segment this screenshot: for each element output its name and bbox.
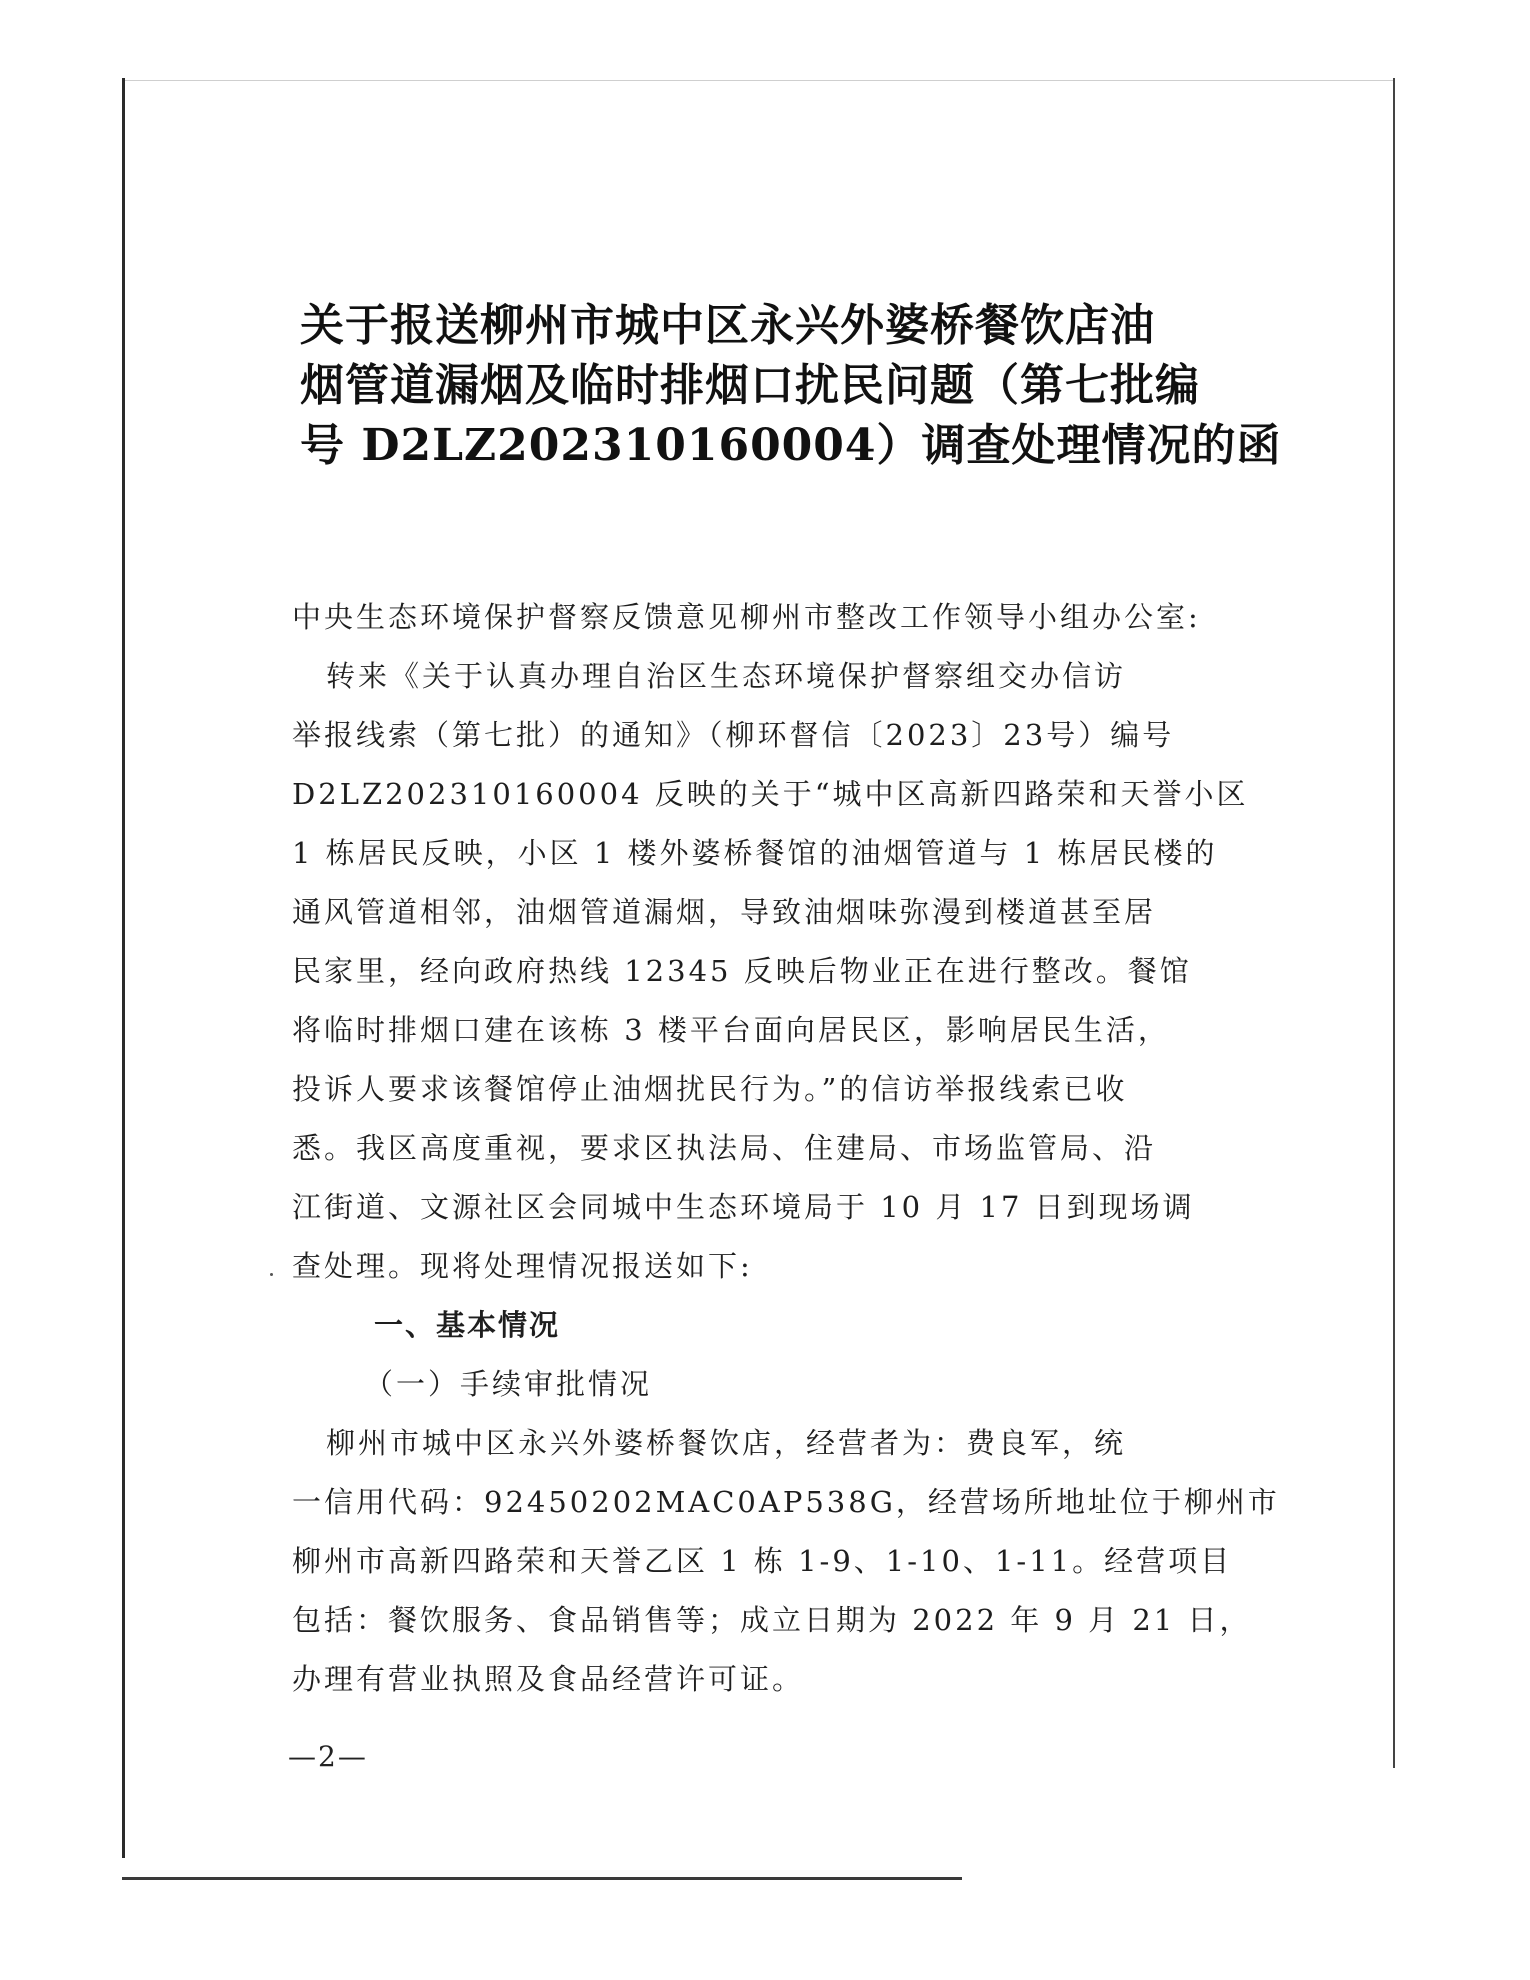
paragraph1-line-10: 江街道、文源社区会同城中生态环境局于 10 月 17 日到现场调 [292,1190,1195,1224]
paragraph1-line-7: 将临时排烟口建在该栋 3 楼平台面向居民区，影响居民生活， [292,1013,1170,1047]
paragraph1-line-11: 查处理。现将处理情况报送如下: [292,1249,753,1283]
page-edge-bottom [122,1877,962,1880]
title-line-3: 号 D2LZ202310160004）调查处理情况的函 [300,420,1282,471]
paragraph2-line-2: 一信用代码：92450202MAC0AP538G，经营场所地址位于柳州市 [292,1485,1280,1519]
paragraph2-line-1: 柳州市城中区永兴外婆桥餐饮店，经营者为：费良军，统 [326,1426,1127,1460]
section-heading-basic-info: 一、基本情况 [374,1308,561,1342]
paragraph1-line-9: 悉。我区高度重视，要求区执法局、住建局、市场监管局、沿 [292,1131,1157,1165]
page-edge-right [1393,78,1395,1768]
subsection-heading-approval: （一）手续审批情况 [364,1367,653,1401]
paragraph2-line-5: 办理有营业执照及食品经营许可证。 [292,1662,805,1696]
paragraph1-line-4: 1 栋居民反映，小区 1 楼外婆桥餐馆的油烟管道与 1 栋居民楼的 [292,836,1218,870]
page-edge-left [122,78,125,1858]
title-line-1: 关于报送柳州市城中区永兴外婆桥餐饮店油 [300,300,1155,351]
paragraph1-line-6: 民家里，经向政府热线 12345 反映后物业正在进行整改。餐馆 [292,954,1192,988]
paragraph1-line-8: 投诉人要求该餐馆停止油烟扰民行为。”的信访举报线索已收 [292,1072,1128,1106]
paragraph1-line-3: D2LZ202310160004 反映的关于“城中区高新四路荣和天誉小区 [292,777,1249,811]
document-body [292,588,1280,1709]
paragraph2-line-4: 包括：餐饮服务、食品销售等；成立日期为 2022 年 9 月 21 日， [292,1603,1252,1637]
addressee: 中央生态环境保护督察反馈意见柳州市整改工作领导小组办公室: [292,600,1201,634]
paragraph2-line-3: 柳州市高新四路荣和天誉乙区 1 栋 1-9、1-10、1-11。经营项目 [292,1544,1233,1578]
paragraph1-line-5: 通风管道相邻，油烟管道漏烟，导致油烟味弥漫到楼道甚至居 [292,895,1157,929]
scan-speck [270,1273,273,1276]
paragraph1-line-2: 举报线索（第七批）的通知》（柳环督信〔2023〕23号）编号 [292,718,1175,752]
title-line-2: 烟管道漏烟及临时排烟口扰民问题（第七批编 [300,360,1200,411]
page-number: —2— [288,1740,368,1773]
paragraph1-line-1: 转来《关于认真办理自治区生态环境保护督察组交办信访 [326,659,1127,693]
document-title [300,296,1282,476]
page-edge-top [125,80,1393,81]
